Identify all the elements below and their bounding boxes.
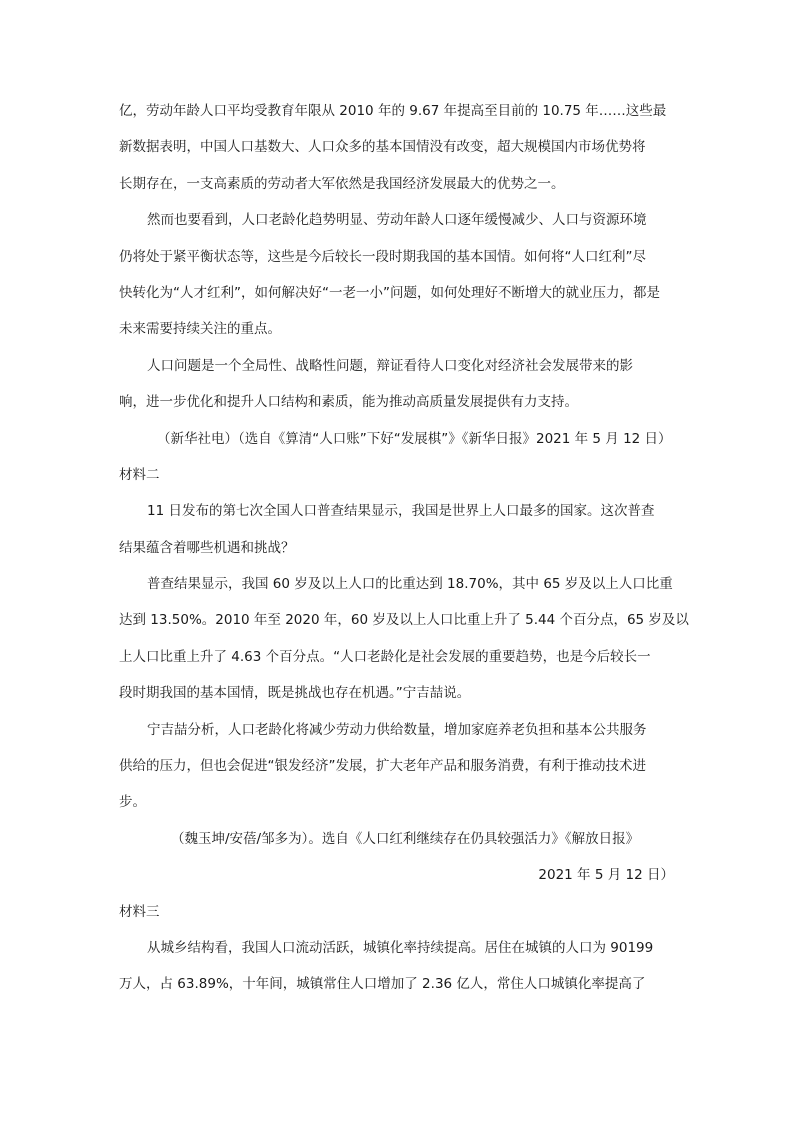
text-line: 长期存在，一支高素质的劳动者大军依然是我国经济发展最大的优势之一。 — [119, 175, 565, 192]
source-citation: （魏玉坤/安蓓/邹多为）。选自《人口红利继续存在仍具较强活力》《解放日报》 — [171, 830, 640, 847]
text-line: 结果蕴含着哪些机遇和挑战？ — [119, 539, 295, 556]
text-line: 普查结果显示，我国 60 岁及以上人口的比重达到 18.70%，其中 65 岁及以上人口比重 — [147, 576, 673, 593]
text-line: 响，进一步优化和提升人口结构和素质，能为推动高质量发展提供有力支持。 — [119, 394, 578, 411]
section-heading: 材料二 — [119, 466, 160, 483]
text-line: 达到 13.50%。2010 年至 2020 年，60 岁及以上人口比重上升了 5.44 个百分点，65 岁及以 — [119, 612, 689, 629]
text-line: 宁吉喆分析，人口老龄化将减少劳动力供给数量，增加家庭养老负担和基本公共服务 — [147, 721, 647, 738]
source-citation-date: 2021 年 5 月 12 日） — [538, 867, 674, 884]
text-line: 亿，劳动年龄人口平均受教育年限从 2010 年的 9.67 年提高至目前的 10.75 年……这些最 — [119, 103, 667, 119]
text-line: 人口问题是一个全局性、战略性问题，辩证看待人口变化对经济社会发展带来的影 — [147, 357, 633, 374]
text-line: 新数据表明，中国人口基数大、人口众多的基本国情没有改变，超大规模国内市场优势将 — [119, 139, 646, 156]
text-line: 段时期我国的基本国情，既是挑战也存在机遇。”宁吉喆说。 — [119, 685, 471, 702]
text-line: 万人，占 63.89%，十年间，城镇常住人口增加了 2.36 亿人，常住人口城镇化率提高了 — [119, 976, 646, 993]
text-line: 供给的压力，但也会促进“银发经济”发展，扩大老年产品和服务消费，有利于推动技术进 — [119, 758, 646, 775]
source-citation: （新华社电）（选自《算清“人口账”下好“发展棋”》《新华日报》2021 年 5 月 12 日） — [157, 430, 672, 447]
article-body — [119, 93, 689, 1003]
text-line: 然而也要看到，人口老龄化趋势明显、劳动年龄人口逐年缓慢减少、人口与资源环境 — [147, 212, 647, 229]
text-line: 步。 — [119, 794, 146, 811]
text-line: 上人口比重上升了 4.63 个百分点。“人口老龄化是社会发展的重要趋势，也是今后较长一 — [119, 648, 651, 665]
text-line: 11 日发布的第七次全国人口普查结果显示，我国是世界上人口最多的国家。这次普查 — [147, 503, 655, 520]
text-line: 从城乡结构看，我国人口流动活跃，城镇化率持续提高。居住在城镇的人口为 90199 — [147, 939, 654, 956]
text-line: 未来需要持续关注的重点。 — [119, 321, 281, 338]
text-line: 仍将处于紧平衡状态等，这些是今后较长一段时期我国的基本国情。如何将“人口红利”尽 — [119, 248, 646, 265]
text-line: 快转化为“人才红利”，如何解决好“一老一小”问题，如何处理好不断增大的就业压力，都是 — [119, 284, 660, 301]
section-heading: 材料三 — [119, 903, 160, 920]
